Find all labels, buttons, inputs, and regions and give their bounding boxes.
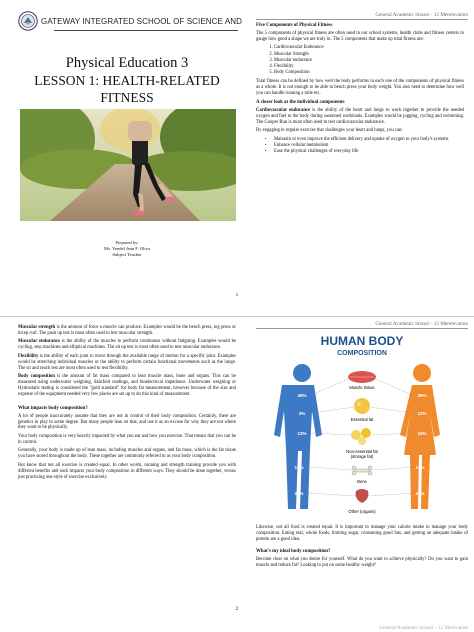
lesson-main-title: LESSON 1: HEALTH-RELATED FITNESS <box>34 73 220 105</box>
list-item: • Ease the physical challenges of everyday life <box>274 149 464 155</box>
muscle-tissue-marker <box>348 371 376 390</box>
teacher-role: Subject Teacher <box>112 252 142 257</box>
list-item: 3. Muscular endurance <box>274 58 464 64</box>
prepared-by-block <box>18 240 236 258</box>
impacts-paragraph: Your body composition is very heavily impacted by what you eat and how you exercise. That means that you can be in control. <box>18 433 236 445</box>
prepared-by-label: Prepared by: <box>115 240 139 245</box>
runner-cover-photo <box>20 109 236 221</box>
total-fitness-definition: Total fitness can be defined by how well the body performs in each one of the components of physical fitness as a whole. It is not enough to be able to bench press your body weight. You also need to determine how well you can handle running a mile etc. <box>256 79 464 97</box>
essential-fat-label: Essential fat <box>350 417 374 422</box>
components-detail-column <box>18 325 236 483</box>
impacts-heading: What impacts body composition? <box>18 405 88 411</box>
muscle-tissue-label: Muscle tissue <box>349 385 375 390</box>
organs-label: Other (organs) <box>348 509 376 514</box>
infographic-title-1: HUMAN BODY <box>320 334 404 348</box>
list-item: 2. Muscular Strength <box>274 52 464 58</box>
female-pct-label: 12% <box>415 465 425 470</box>
school-seal-icon <box>18 11 38 31</box>
impacts-paragraph: But know that not all exercise is created equal. In other words, running and strength training provide you with different benefits and each impacts your body composition in different ways. They should be done together, versus just practicing one style of exercise exclusively. <box>18 462 236 480</box>
page-number: 2 <box>235 607 239 612</box>
school-name: GATEWAY INTEGRATED SCHOOL OF SCIENCE AND <box>41 16 243 26</box>
endurance-term: Muscular endurance <box>18 339 60 345</box>
strength-term: Muscular strength <box>18 325 56 330</box>
male-pct-label: 25% <box>294 491 304 496</box>
storage-fat-label: Non-essential fat <box>346 449 378 454</box>
closer-look-heading: A closer look at the individual components <box>256 100 345 106</box>
female-pct-label: 25% <box>415 491 425 496</box>
strand-header: General Academic Strand – 12 Merelevation <box>256 321 468 329</box>
list-item: • Enhance cellular metabolism <box>274 143 464 149</box>
components-heading: Five Components of Physical Fitness <box>256 23 333 28</box>
list-item: • Maintain or even improve the efficient delivery and uptake of oxygen to your body's systems <box>274 137 464 143</box>
cardio-paragraph <box>256 108 464 126</box>
bone-label: Bone <box>357 479 367 484</box>
female-pct-label: 36% <box>417 393 427 398</box>
female-pct-label: 15% <box>417 431 427 436</box>
next-page-strand-header: General Academic Strand – 12 Melevation <box>379 625 468 631</box>
impacts-paragraph: A lot of people inaccurately assume that they are not in control of their body composition. Certainly, there are genetics in play to some degree. But many people lean on that, and use it as an excuse for why they are not where they want to be physically. <box>18 413 236 431</box>
cardio-text: is the ability of the heart and lungs to work together to provide the needed oxygen and fuel to the body during sustained workloads. Examples would be jogging, cycling and swimming. The Cooper Run is most often used to test cardiovascular endurance. <box>256 107 465 125</box>
list-item: 1. Cardiovascular Endurance <box>274 45 464 51</box>
body-composition-infographic <box>264 331 460 521</box>
likewise-paragraph: Likewise, not all food is created equal. It is important to manage your calorie intake to manage your body composition. Eating real, whole foods, limiting sugar, consuming good fats, and getting an adequate intake of protein are a good idea. <box>256 525 468 542</box>
engaging-paragraph: By engaging in regular exercise that challenges your heart and lungs, you can: <box>256 128 403 134</box>
infographic-title-2: COMPOSITION <box>337 350 387 357</box>
list-item: 4. Flexibility <box>274 64 464 70</box>
header-rule <box>54 30 238 31</box>
list-item: 5. Body Composition <box>274 70 464 76</box>
strength-text: is the amount of force a muscle can produce. Examples would be the bench press, leg press or bicep curl. The push up test is most often used to test muscular strength. <box>18 325 236 336</box>
storage-fat-sublabel: (storage fat) <box>350 454 374 459</box>
cardio-term: Cardiovascular endurance <box>256 107 311 113</box>
components-intro: The 5 components of physical fitness are often used in our school systems, health clubs and fitness centers to gauge how good a shape we are truly in. The 5 components that make up total fitness are: <box>256 30 464 42</box>
strand-header: General Academic Strand – 12 Merelevation <box>256 12 468 20</box>
body-composition-text: is the amount of fat mass compared to lean muscle mass, bone and organs. This can be measured using underwater weighing, Skinfold readings, and bioelectrical impedance. Underwater weighing or Hydrostatic testing is considered the "gold standard" for body fat measurement, however because of the size and expense of the equipment needed very few places are set up to do this kind of measurement. <box>18 374 236 397</box>
benefits-list <box>274 137 464 156</box>
male-pct-label: 45% <box>297 393 307 398</box>
male-pct-label: 15% <box>294 465 304 470</box>
subject-title: Physical Education 3 <box>65 55 189 71</box>
teacher-name: Ms. Vendel Jean F. Oliva <box>104 246 150 251</box>
ideal-paragraph: Become clear on what you desire for yourself. What do you want to achieve physically? Do you want to gain muscle and reduce fat? Looking to put on some healthy weight? <box>256 556 468 568</box>
body-composition-paragraph <box>18 374 236 398</box>
strength-paragraph <box>18 325 236 337</box>
fitness-components-column <box>256 20 464 158</box>
flexibility-term: Flexibility <box>18 353 39 359</box>
body-composition-term: Body composition <box>18 374 55 380</box>
document-page-2 <box>0 316 474 632</box>
school-header <box>18 10 243 32</box>
components-list <box>274 45 464 76</box>
male-pct-label: 3% <box>298 411 306 416</box>
endurance-text: is the ability of the muscles to perform continuous without fatiguing. Examples would be cycling, step machines and elliptical machines. The sit up test is most often used to test muscular endurance. <box>18 339 236 351</box>
endurance-paragraph <box>18 339 236 351</box>
ideal-heading: What's my ideal body composition? <box>256 548 331 554</box>
ideal-composition-column <box>256 525 468 571</box>
flexibility-paragraph <box>18 354 236 372</box>
flexibility-text: is the ability of each joint to move through the available range of motion for a specific joint. Examples would be stretching individual muscles or the ability to perform certain functional movements such as the lunge. The sit and reach test are most often used to test flexibility. <box>18 353 236 371</box>
impacts-paragraph: Generally, your body is made up of lean mass, including muscles and organs, and fat mass, which is the fat tissue you have stored throughout the body. These together are commonly referred to as your body composition. <box>18 448 236 460</box>
male-pct-label: 12% <box>297 431 307 436</box>
female-pct-label: 12% <box>417 411 427 416</box>
page-number: 1 <box>235 293 239 298</box>
